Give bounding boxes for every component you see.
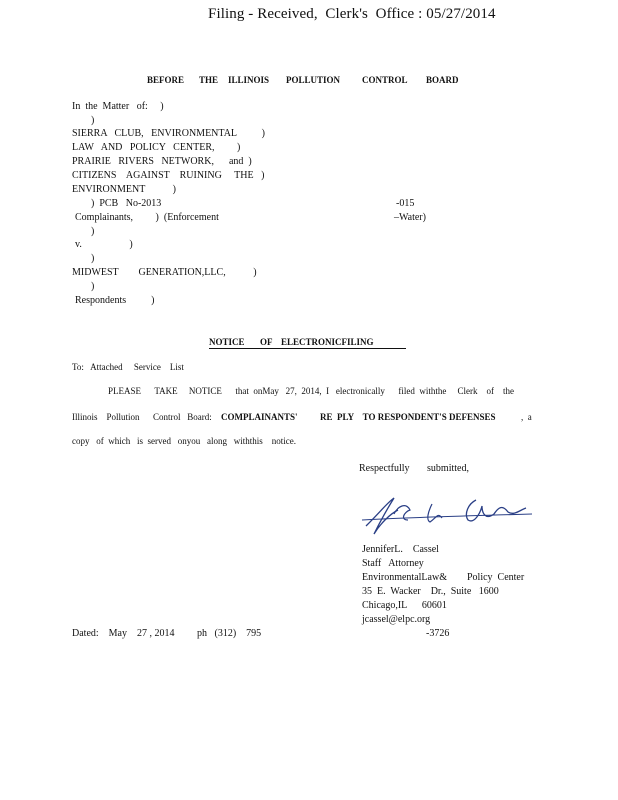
caption-law: LAW AND POLICY CENTER, ) — [72, 142, 241, 153]
caption-sierra: SIERRA CLUB, ENVIRONMENTAL ) — [72, 128, 265, 139]
caption-paren: ) — [91, 226, 95, 237]
signature-respectfully: Respectfully submitted, — [359, 463, 469, 474]
body-illinois-line: Illinois Pollution Control Board: — [72, 412, 212, 422]
dated-line: Dated: May 27 , 2014 ph (312) 795 — [72, 628, 262, 639]
caption-paren: ) — [91, 115, 95, 126]
handwritten-signature — [358, 490, 538, 540]
body-to-line: To: Attached Service List — [72, 362, 184, 372]
body-document-title: COMPLAINANTS' RE PLY TO RESPONDENT'S DEFENSES — [221, 412, 496, 422]
caption-citizens: CITIZENS AGAINST RUINING THE ) — [72, 170, 265, 181]
board-title-board: BOARD — [426, 75, 459, 85]
caption-environment: ENVIRONMENT ) — [72, 184, 176, 195]
caption-paren: ) — [91, 253, 95, 264]
signature-name: JenniferL. Cassel — [362, 544, 439, 555]
notice-title-electronic-filing: ELECTRONICFILING — [281, 337, 374, 347]
body-please-line: PLEASE TAKE NOTICE that onMay 27, 2014, I electronically filed withthe Clerk of the — [108, 386, 515, 396]
notice-title-notice: NOTICE — [209, 337, 245, 347]
caption-complainants: Complainants, ) (Enforcement — [75, 212, 219, 223]
signature-phone-suffix: -3726 — [426, 628, 450, 639]
caption-v: v. ) — [75, 239, 133, 250]
caption-in-matter: In the Matter of: ) — [72, 101, 164, 112]
caption-pcb: ) PCB No-2013 — [91, 198, 162, 209]
body-comma-a: , a — [521, 412, 532, 422]
notice-title-of: OF — [260, 337, 273, 347]
caption-prairie: PRAIRIE RIVERS NETWORK, and ) — [72, 156, 252, 167]
caption-paren: ) — [91, 281, 95, 292]
board-title-control: CONTROL — [362, 75, 408, 85]
caption-midwest: MIDWEST GENERATION,LLC, ) — [72, 267, 257, 278]
caption-respondents: Respondents ) — [75, 295, 155, 306]
body-copy-line: copy of which is served onyou along withthis notice. — [72, 436, 296, 446]
signature-title: Staff Attorney — [362, 558, 424, 569]
filing-header: Filing - Received, Clerk's Office : 05/27/2014 — [208, 6, 496, 22]
notice-title-underline — [209, 348, 406, 349]
caption-water: –Water) — [394, 212, 426, 223]
board-title-illinois: ILLINOIS — [228, 75, 270, 85]
signature-city: Chicago,IL 60601 — [362, 600, 447, 611]
signature-email: jcassel@elpc.org — [362, 614, 431, 625]
signature-address: 35 E. Wacker Dr., Suite 1600 — [362, 586, 499, 597]
board-title-before: BEFORE — [147, 75, 185, 85]
caption-pcb-suffix: -015 — [396, 198, 415, 209]
board-title-the: THE — [199, 75, 219, 85]
board-title-pollution: POLLUTION — [286, 75, 341, 85]
signature-organization: EnvironmentalLaw& Policy Center — [362, 572, 525, 583]
